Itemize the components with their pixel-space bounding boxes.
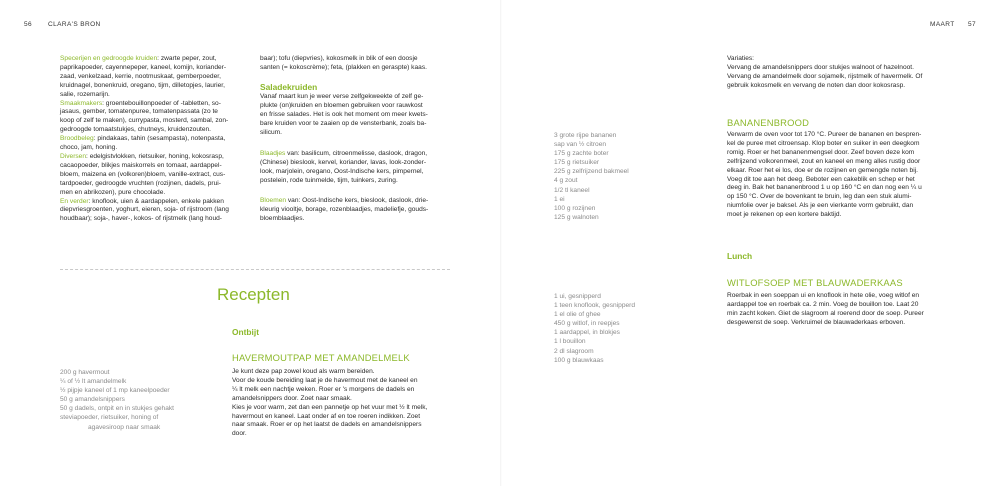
method-line: desgewenst de soep. Verkruimel de blauwaderkaas erboven. xyxy=(727,318,906,326)
right-page-number: 57 xyxy=(968,21,977,28)
left-page-number: 56 xyxy=(24,21,33,28)
pantry-list-col2 xyxy=(260,55,450,73)
ingredient-line: 100 g blauwkaas xyxy=(554,356,604,364)
pantry-line: diepvriesgroenten, yoghurt, eieren, soja- of rijstroom (lang xyxy=(60,206,229,214)
variaties-line: Variaties: xyxy=(727,55,754,62)
pantry-line: Diversen: edelgistvlokken, rietsuiker, honing, kokosrasp, xyxy=(60,152,224,160)
paragraph-line: bare kruiden voor te zaaien op de vensterbank, zoals ba- xyxy=(260,119,427,127)
pantry-line: En verder: knoflook, uien & aardappelen, enkele pakken xyxy=(60,197,224,205)
pantry-line: Specerijen en gedroogde kruiden: zwarte peper, zout, xyxy=(60,55,217,62)
variaties-line: Vervang de amandelsnippers door stukjes walnoot of hazelnoot. xyxy=(727,63,914,71)
ingredient-line: 450 g witlof, in reepjes xyxy=(554,320,620,328)
method-line: ¼ lt melk een nachtje weken. Roer er 's morgens de dadels en xyxy=(232,385,415,393)
section-divider xyxy=(60,269,450,270)
method-line: naar smaak. Roer er op het laatst de dadels en amandelsnippers xyxy=(232,421,422,429)
pantry-line: baar); tofu (diepvries), kokosmelk in blik of een doosje xyxy=(260,55,418,62)
saladekruiden-heading: Saladekruiden xyxy=(260,82,318,92)
paragraph-line: en frisse salades. Het is ook het moment om meer kwets- xyxy=(260,110,428,118)
pantry-line: zaad, venkelzaad, kerrie, nootmuskaat, gemberpoeder, xyxy=(60,72,221,80)
pantry-line: gedroogde tomaatstukjes, chutneys, kruidenzouten. xyxy=(60,126,212,134)
method-line: elkaar. Roer het ei los, doe er de rozijnen en gemengde noten bij. xyxy=(727,166,918,174)
pantry-line: choco, jam, honing. xyxy=(60,144,118,152)
method-line: moet je rekenen op een kortere baktijd. xyxy=(727,211,842,219)
saladekruiden-text xyxy=(260,93,450,138)
witlofsoep-method xyxy=(727,292,957,328)
bloemen-paragraph xyxy=(260,197,450,224)
ingredient-line: 1 teen knoflook, gesnipperd xyxy=(554,302,636,310)
method-line: Voor de koude bereiding laat je de havermout met de kaneel en xyxy=(232,376,418,384)
method-line: Voeg dit toe aan het deeg. Beboter een cakeblik en schep er het xyxy=(727,175,915,183)
ingredient-line: ½ pijpje kaneel of 1 mp kaneelpoeder xyxy=(60,387,170,395)
method-line: zelfrijzend volkorenmeel, zout en kaneel en meng alles rustig door xyxy=(727,157,921,165)
ingredient-line: 125 g walnoten xyxy=(554,213,599,221)
method-line: amandelsnippers door. Zoet naar smaak. xyxy=(232,394,352,402)
ingredient-line: 1 el olie of ghee xyxy=(554,311,601,319)
method-line: Verwarm de oven voor tot 170 °C. Pureer de bananen en bespren- xyxy=(727,131,922,138)
witlofsoep-ingredients xyxy=(554,292,704,365)
bananenbrood-title: BANANENBROOD xyxy=(727,117,810,128)
paragraph-line: look, marjolein, oregano, Oost-Indische kers, pimpernel, xyxy=(260,167,424,175)
ingredient-line: steviapoeder, rietsuiker, honing of xyxy=(60,414,159,422)
ingredient-line: 4 g zout xyxy=(554,177,578,185)
paragraph-line: (Chinese) bieslook, kervel, koriander, lavas, look-zonder- xyxy=(260,158,427,166)
method-line: niumfolie over je baksel. Als je een vierkante vorm gebruikt, dan xyxy=(727,202,914,210)
paragraph-line: postelein, rode tuinmelde, tijm, tuinkers, zuring. xyxy=(260,176,398,184)
pantry-line: jasaus, gember, tomatenpuree, tomatenpassata (zo te xyxy=(60,108,218,116)
pantry-line: bloem, maizena en (volkoren)bloem, vanille-extract, cus- xyxy=(60,170,226,178)
lunch-heading: Lunch xyxy=(727,251,753,261)
havermoutpap-method xyxy=(232,368,457,439)
ingredient-line: 3 grote rijpe bananen xyxy=(554,132,617,139)
pantry-list-col1 xyxy=(60,55,250,224)
pantry-line: tardpoeder, gedroogde vruchten (rozijnen, dadels, prui- xyxy=(60,179,221,187)
method-line: deeg in. Bak het bananenbrood 1 u op 160 °C en dan nog een ¼ u xyxy=(727,184,922,192)
ingredient-line: 1 ei xyxy=(554,195,565,203)
pantry-line: Broodbeleg: pindakaas, tahin (sesampasta), notenpasta, xyxy=(60,135,226,143)
method-line: aardappel toe en roerbak ca. 2 min. Voeg de bouillon toe. Laat 20 xyxy=(727,300,919,308)
pantry-line: houdbaar); soja-, haver-, kokos- of rijstmelk (lang houd- xyxy=(60,215,222,223)
paragraph-line: Blaadjes van: basilicum, citroenmelisse, daslook, dragon, xyxy=(260,150,428,157)
method-line: Kies je voor warm, zet dan een pannetje op het vuur met ½ lt melk, xyxy=(232,403,428,411)
paragraph-line: silicum. xyxy=(260,128,282,136)
book-gutter xyxy=(500,0,502,486)
pantry-line: men en abrikozen), pure chocolade. xyxy=(60,188,166,196)
havermoutpap-title: HAVERMOUTPAP MET AMANDELMELK xyxy=(232,352,410,363)
ingredient-line: ¼ of ½ lt amandelmelk xyxy=(60,378,127,386)
ingredient-line: 2 dl slagroom xyxy=(554,347,594,355)
ingredient-line: agavesiroop naar smaak xyxy=(88,423,161,431)
pantry-line: koop of zelf te maken), currypasta, mosterd, sambal, zon- xyxy=(60,117,229,125)
right-running-title: MAART xyxy=(930,21,955,28)
ingredient-line: sap van ½ citroen xyxy=(554,141,607,149)
ingredient-line: 1 ui, gesnipperd xyxy=(554,293,601,300)
variaties-text xyxy=(727,55,947,91)
bananenbrood-method xyxy=(727,131,957,220)
ingredient-line: 225 g zelfrijzend bakmeel xyxy=(554,168,629,176)
witlofsoep-title: WITLOFSOEP MET BLAUWADERKAAS xyxy=(727,277,903,288)
ingredient-line: 50 g dadels, ontpit en in stukjes gehakt xyxy=(60,405,175,413)
left-running-title: CLARA'S BRON xyxy=(48,21,101,28)
recepten-heading: Recepten xyxy=(217,285,290,304)
pantry-line: Smaakmakers: groentebouillonpoeder of -tabletten, so- xyxy=(60,99,221,107)
ingredient-line: 175 g zachte boter xyxy=(554,150,609,158)
method-line: havermout en kaneel. Laat onder af en toe roeren indikken. Zoet xyxy=(232,412,421,420)
paragraph-line: Vanaf maart kun je weer verse zelfgekweekte of zelf ge- xyxy=(260,93,424,100)
pantry-line: santen (= kokoscrème); feta, (plakken en geraspte) kaas. xyxy=(260,63,427,71)
ontbijt-heading: Ontbijt xyxy=(232,327,259,337)
blaadjes-paragraph xyxy=(260,150,450,186)
method-line: romig. Roer er het bananenmengsel door. Zeef boven deze kom xyxy=(727,148,915,156)
variaties-line: gebruik kokosmelk en vervang de noten dan door kokosrasp. xyxy=(727,81,906,89)
ingredient-line: 1/2 tl kaneel xyxy=(554,186,590,194)
pantry-line: paprikapoeder, cayennepeper, kaneel, komijn, koriander- xyxy=(60,63,227,71)
paragraph-line: kleurig viooltje, borage, rozenblaadjes, madeliefje, gouds- xyxy=(260,205,429,213)
variaties-line: Vervang de amandelmelk door sojamelk, rijstmelk of havermelk. Of xyxy=(727,72,923,80)
paragraph-line: bloemblaadjes. xyxy=(260,214,305,222)
ingredient-line: 175 g rietsuiker xyxy=(554,159,600,167)
method-line: Roerbak in een soeppan ui en knoflook in hete olie, voeg witlof en xyxy=(727,292,920,299)
method-line: min zacht koken. Giet de slagroom al roerend door de soep. Pureer xyxy=(727,309,924,317)
ingredient-line: 1 aardappel, in blokjes xyxy=(554,329,620,337)
paragraph-line: Bloemen van: Oost-Indische kers, bieslook, daslook, drie- xyxy=(260,197,429,204)
havermoutpap-ingredients xyxy=(60,368,220,432)
pantry-line: kruidnagel, bonenkruid, oregano, tijm, dilletopjes, laurier, xyxy=(60,81,225,89)
pantry-line: salie, rozemarijn. xyxy=(60,90,110,98)
ingredient-line: 50 g amandelsnippers xyxy=(60,396,125,404)
ingredient-line: 1 l bouillon xyxy=(554,338,586,346)
paragraph-line: plukte (on)kruiden en bloemen gebruiken voor rauwkost xyxy=(260,101,423,109)
method-line: Je kunt deze pap zowel koud als warm bereiden. xyxy=(232,368,375,375)
method-line: door. xyxy=(232,430,247,438)
method-line: kel de puree met citroensap. Klop boter en suiker in een deegkom xyxy=(727,139,920,147)
bananenbrood-ingredients xyxy=(554,131,704,222)
pantry-line: cacaopoeder, blikjes maiskorrels en tomaat, aardappel- xyxy=(60,161,222,169)
ingredient-line: 100 g rozijnen xyxy=(554,204,596,212)
ingredient-line: 200 g havermout xyxy=(60,369,110,376)
method-line: op 150 °C. Over de bovenkant te bruin, leg dan een stuk alumi- xyxy=(727,193,912,201)
